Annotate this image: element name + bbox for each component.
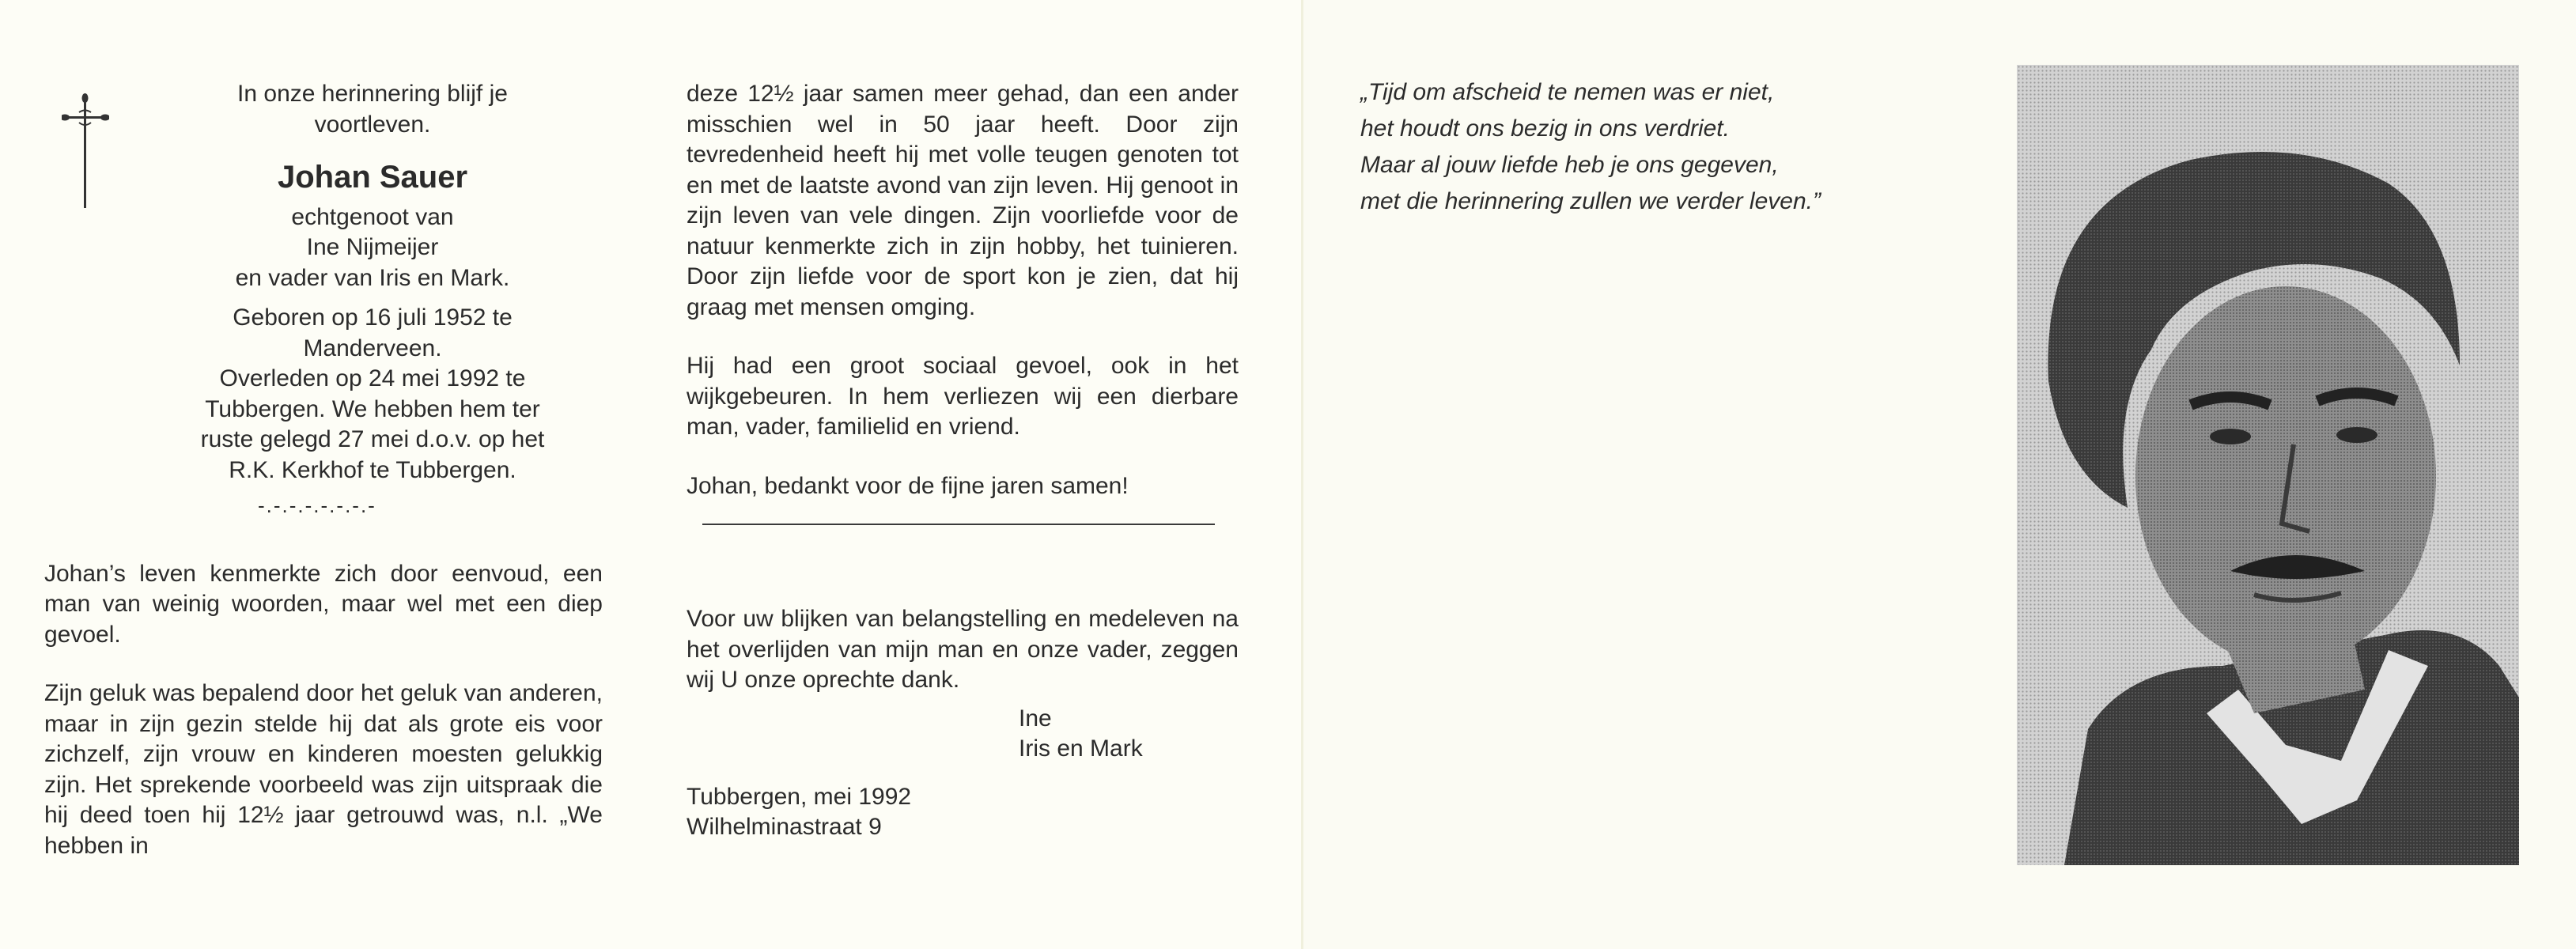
address: Wilhelminastraat 9: [687, 814, 882, 840]
death-line-1: Overleden op 24 mei 1992 te: [219, 365, 526, 391]
story-paragraph-3: deze 12½ jaar samen meer gehad, dan een ander misschien wel in 50 jaar heeft. Door zijn tevredenheid heeft hij met volle teugen genoten tot en met de laatste avond van zijn leven. Hij genoot in zijn leven van vele dingen. Zijn voorliefde voor de natuur kenmerkte zich in zijn hobby, het tuinieren. Door zijn liefde voor de sport kon je zien, dat hij graag met mensen omging.: [687, 81, 1239, 320]
death-line-2: Tubbergen. We hebben hem ter: [205, 395, 540, 422]
story-paragraph-2: Zijn geluk was bepalend door het geluk van anderen, maar in zijn gezin stelde hij dat als grote eis voor zichzelf, zijn vrouw en kinderen moesten gelukkig zijn. Het sprekende voorbeeld was zijn uitspraak die hij deed toen hij 12½ jaar getrouwd was, n.l. „We hebben in: [44, 680, 603, 859]
story-closing: Johan, bedankt voor de fijne jaren samen!: [687, 472, 1129, 499]
portrait-photo: [2017, 65, 2519, 865]
children-line: en vader van Iris en Mark.: [235, 264, 510, 291]
spouse-name: Ine Nijmeijer: [306, 234, 439, 260]
death-notice: [187, 162, 558, 486]
birth-line-1: Geboren op 16 juli 1952 te: [233, 304, 513, 331]
poem-line-4: met die herinnering zullen we verder leven.”: [1360, 188, 1821, 214]
story-paragraph-4: Hij had een groot sociaal gevoel, ook in het wijkgebeuren. In hem verliezen wij een dierbare man, vader, familielid en vriend.: [687, 353, 1239, 440]
death-line-4: R.K. Kerkhof te Tubbergen.: [229, 456, 516, 483]
poem-line-1: „Tijd om afscheid te nemen was er niet,: [1360, 79, 1775, 105]
place-date: Tubbergen, mei 1992: [687, 783, 912, 810]
left-column: [44, 79, 603, 861]
poem: [1360, 74, 1961, 220]
story-paragraph-1: Johan’s leven kenmerkte zich door eenvoud, een man van weinig woorden, maar wel met een diep gevoel.: [44, 560, 603, 648]
signer-ine: Ine: [1019, 705, 1052, 732]
poem-line-2: het houdt ons bezig in ons verdriet.: [1360, 115, 1730, 142]
death-line-3: ruste gelegd 27 mei d.o.v. op het: [200, 426, 545, 452]
signer-children: Iris en Mark: [1019, 735, 1143, 762]
birth-line-2: Manderveen.: [303, 335, 442, 361]
deceased-name: Johan Sauer: [277, 160, 468, 195]
spouse-prefix: echtgenoot van: [291, 203, 454, 230]
intro-verse: In onze herinnering blijf je voortleven.: [237, 81, 508, 138]
divider-line: [702, 524, 1215, 525]
thanks-block: [687, 604, 1239, 843]
poem-line-3: Maar al jouw liefde heb je ons gegeven,: [1360, 152, 1779, 178]
thanks-text: Voor uw blijken van belangstelling en medeleven na het overlijden van mijn man en onze vader, zeggen wij U onze oprechte dank.: [687, 606, 1239, 693]
middle-column: [687, 79, 1239, 843]
separator: -.-.-.-.-.-.-.-: [258, 493, 376, 517]
